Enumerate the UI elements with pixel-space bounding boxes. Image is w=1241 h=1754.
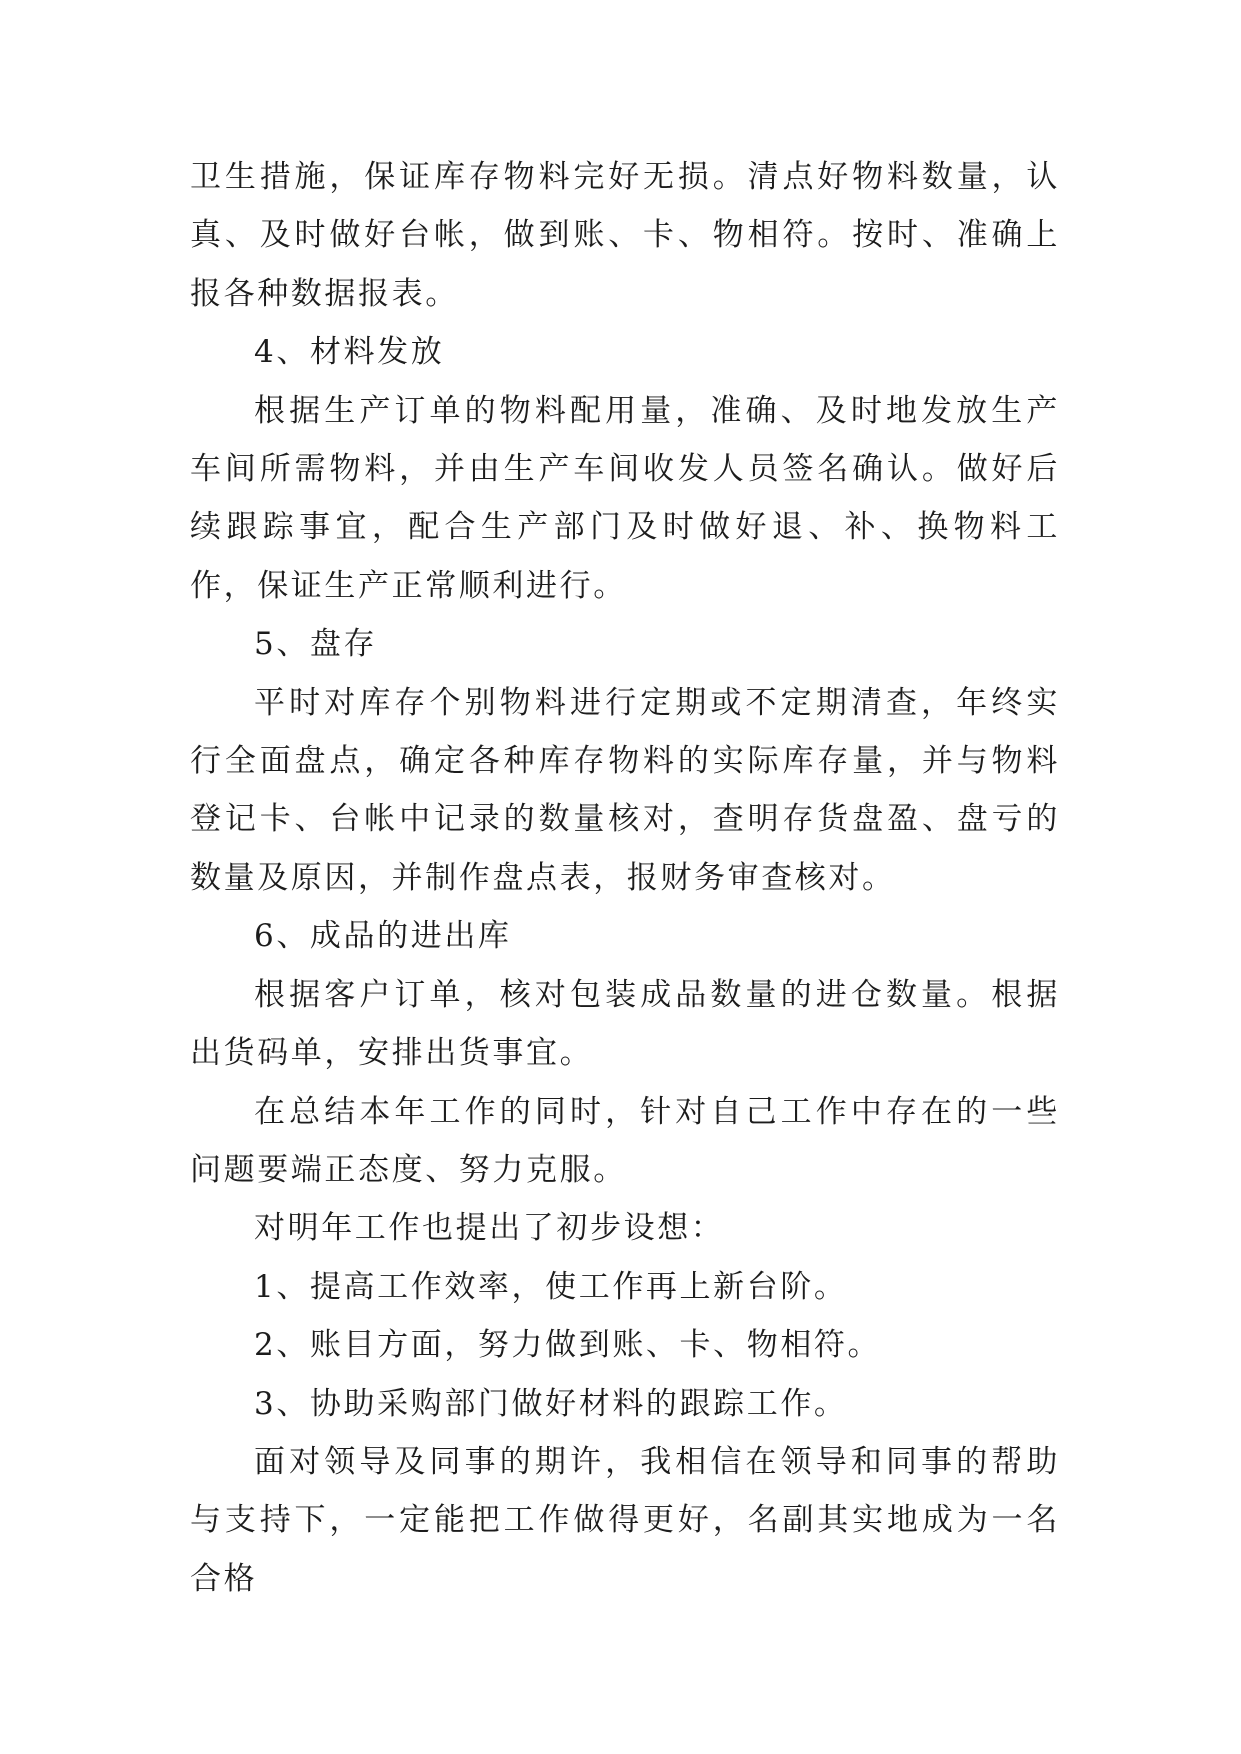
plan-item-2: 2、账目方面，努力做到账、卡、物相符。 [254, 1327, 882, 1364]
paragraph-material-issuance: 根据生产订单的物料配用量，准确、及时地发放生产车间所需物料，并由生产车间收发人员签名确认。做好后续跟踪事宜，配合生产部门及时做好退、补、换物料工作，保证生产正常顺利进行。 [190, 392, 1060, 604]
heading-finished-goods: 6、成品的进出库 [254, 918, 512, 955]
paragraph-next-year-plan: 对明年工作也提出了初步设想： [254, 1210, 725, 1247]
paragraph-closing: 面对领导及同事的期许，我相信在领导和同事的帮助与支持下，一定能把工作做得更好，名副其实地成为一名合格 [190, 1443, 1060, 1597]
plan-item-1: 1、提高工作效率，使工作再上新台阶。 [254, 1268, 848, 1305]
paragraph-summary-problems: 在总结本年工作的同时，针对自己工作中存在的一些问题要端正态度、努力克服。 [190, 1093, 1060, 1188]
paragraph-hygiene-measures: 卫生措施，保证库存物料完好无损。清点好物料数量，认真、及时做好台帐，做到账、卡、物相符。按时、准确上报各种数据报表。 [190, 159, 1060, 312]
heading-stocktaking: 5、盘存 [254, 626, 378, 663]
paragraph-finished-goods: 根据客户订单，核对包装成品数量的进仓数量。根据出货码单，安排出货事宜。 [190, 976, 1060, 1072]
document-body [190, 148, 1060, 1608]
plan-item-3: 3、协助采购部门做好材料的跟踪工作。 [254, 1385, 848, 1422]
paragraph-stocktaking: 平时对库存个别物料进行定期或不定期清查，年终实行全面盘点，确定各种库存物料的实际库存量，并与物料登记卡、台帐中记录的数量核对，查明存货盘盈、盘亏的数量及原因，并制作盘点表，报财务审查核对。 [190, 684, 1060, 896]
heading-material-issuance: 4、材料发放 [254, 334, 445, 371]
